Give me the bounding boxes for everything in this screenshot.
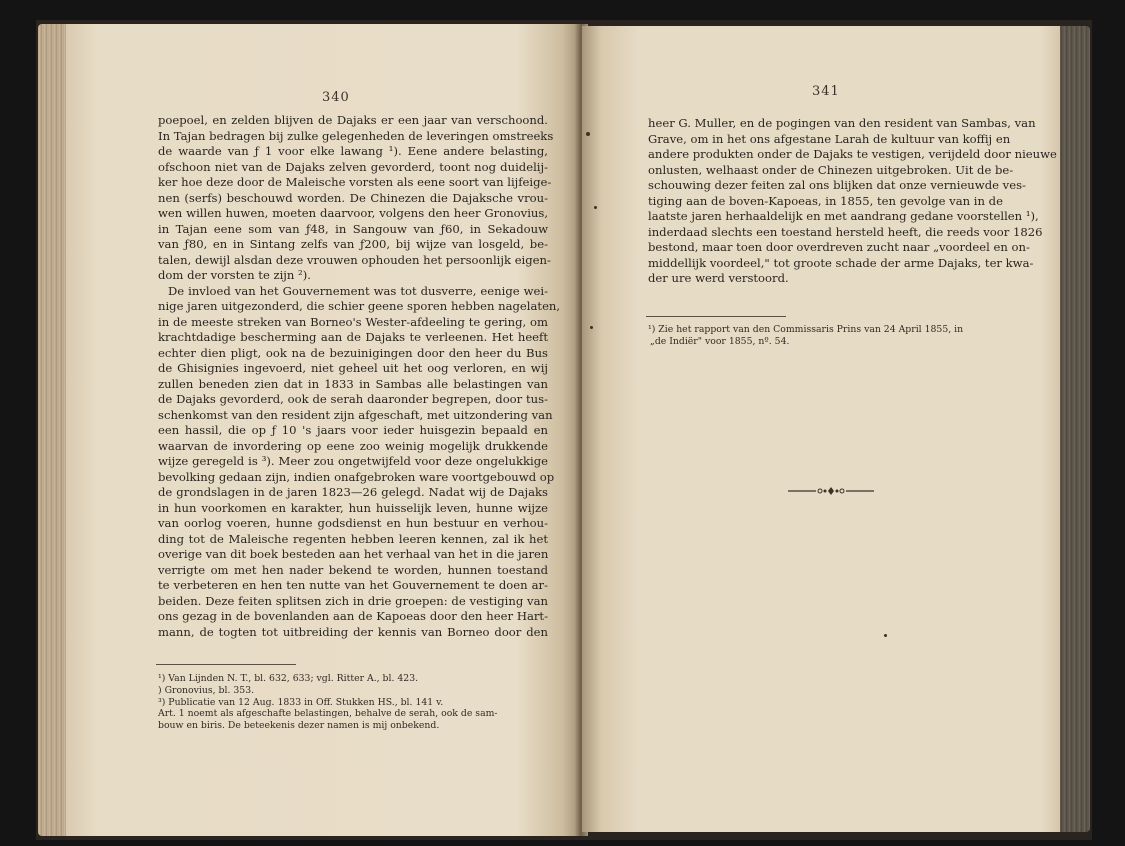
body-text [648, 116, 1057, 287]
text-line: beiden. Deze feiten splitsen zich in drie groepen: de vestiging van [158, 593, 548, 608]
text-line: schenkomst van den resident zijn afgeschaft, met uitzondering van [158, 407, 553, 422]
footnote: „de Indiër" voor 1855, nº. 54. [650, 335, 790, 347]
footnote: ³) Publicatie van 12 Aug. 1833 in Off. Stukken HS., bl. 141 v. [158, 696, 444, 708]
page-number: 341 [812, 84, 840, 99]
footnote: ¹) Van Lijnden N. T., bl. 632, 633; vgl. Ritter A., bl. 423. [158, 673, 419, 684]
text-line: laatste jaren herhaaldelijk en met aandrang gedane voorstellen ¹), [648, 209, 1039, 223]
text-line: de Dajaks gevorderd, ook de serah daaronder begrepen, door tus- [158, 392, 548, 406]
page-edges-right [1058, 26, 1090, 832]
text-line: te verbeteren en hen ten nutte van het Gouvernement te doen ar- [158, 578, 548, 592]
text-line: in Tajan eene som van ƒ48, in Sangouw van ƒ60, in Sekadouw [158, 221, 548, 236]
text-line: in hun voorkomen en karakter, hun huisselijk leven, hunne wijze [158, 500, 548, 515]
text-line: mann, de togten tot uitbreiding der kennis van Borneo door den [158, 624, 548, 639]
text-line: zullen beneden zien dat in 1833 in Sambas alle belastingen van [158, 376, 548, 391]
footnote-rule [646, 316, 786, 317]
text-line: poepoel, en zelden blijven de Dajaks er een jaar van verschoond. [158, 113, 548, 127]
page-edges-left [38, 24, 68, 836]
text-line: Grave, om in het ons afgestane Larah de kultuur van koffij en [648, 131, 1011, 146]
paper-stain [590, 326, 593, 329]
text-line: ons gezag in de bovenlanden aan de Kapoeas door den heer Hart- [158, 609, 548, 623]
footnote: ) Gronovius, bl. 353. [158, 684, 255, 696]
text-line: ofschoon niet van de Dajaks zelven gevorderd, toont nog duidelij- [158, 159, 548, 174]
text-line: middellijk voordeel," tot groote schade der arme Dajaks, ter kwa- [648, 255, 1034, 270]
left-page [66, 24, 578, 836]
text-line: ker hoe deze door de Maleische vorsten als eene soort van lijfeige- [158, 175, 552, 189]
text-line: van oorlog voeren, hunne godsdienst en hun bestuur en verhou- [158, 516, 548, 530]
text-line: echter dien pligt, ook na de bezuinigingen door den heer du Bus [158, 345, 548, 360]
text-line: waarvan de invordering op eene zoo weinig mogelijk drukkende [158, 438, 548, 453]
text-line: nige jaren uitgezonderd, die schier geene sporen hebben nagelaten, [158, 299, 561, 313]
text-line: krachtdadige bescherming aan de Dajaks te verleenen. Het heeft [158, 330, 548, 344]
text-line: inderdaad slechts een toestand hersteld heeft, die reeds voor 1826 [648, 224, 1043, 239]
footnote: bouw en biris. De beteekenis dezer namen is mij onbekend. [158, 720, 440, 732]
text-line: der ure werd verstoord. [648, 271, 789, 285]
paper-stain [594, 206, 597, 209]
footnote-rule [156, 664, 296, 665]
paper-stain [884, 634, 887, 637]
page-number: 340 [322, 90, 350, 105]
text-line: verrigte om met hen nader bekend te worden, hunnen toestand [158, 562, 548, 577]
text-line: De invloed van het Gouvernement was tot dusverre, eenige wei- [168, 283, 548, 298]
footnotes [158, 673, 548, 732]
body-text [158, 113, 561, 640]
text-line: onlusten, welhaast onder de Chinezen uitgebroken. Uit de be- [648, 162, 1014, 177]
text-line: andere produkten onder de Dajaks te vestigen, verijdeld door nieuwe [648, 147, 1057, 161]
text-line: nen (serfs) beschouwd worden. De Chinezen die Dajaksche vrou- [158, 190, 548, 205]
footnotes [648, 324, 1000, 348]
right-page [582, 26, 1060, 832]
text-line: dom der vorsten te zijn ²). [158, 268, 311, 282]
footnote: ¹) Zie het rapport van den Commissaris Prins van 24 April 1855, in [648, 324, 964, 335]
text-line: ding tot de Maleische regenten hebben leeren kennen, zal ik het [158, 531, 548, 546]
text-line: schouwing dezer feiten zal ons blijken dat onze vernieuwde ves- [648, 178, 1026, 192]
text-line: bevolking gedaan zijn, indien onafgebroken ware voortgebouwd op [158, 469, 555, 484]
text-line: een hassil, die op ƒ 10 's jaars voor ieder huisgezin bepaald en [158, 423, 548, 437]
text-line: de grondslagen in de jaren 1823—26 gelegd. Nadat wij de Dajaks [158, 485, 548, 499]
text-line: wen willen huwen, moeten daarvoor, volgens den heer Gronovius, [158, 206, 548, 220]
text-line: wijze geregeld is ³). Meer zou ongetwijfeld voor deze ongelukkige [158, 454, 548, 468]
text-line: overige van dit boek besteden aan het verhaal van het in die jaren [158, 547, 549, 561]
text-line: van ƒ80, en in Sintang zelfs van ƒ200, bij wijze van losgeld, be- [158, 237, 548, 251]
text-line: In Tajan bedragen bij zulke gelegenheden de leveringen omstreeks [158, 128, 554, 143]
footnote: Art. 1 noemt als afgeschafte belastingen, behalve de serah, ook de sam- [158, 708, 498, 720]
text-line: de Ghisignies ingevoerd, niet geheel uit het oog verloren, en wij [158, 361, 548, 375]
text-line: bestond, maar toen door overdreven zucht naar „voordeel en on- [648, 240, 1030, 254]
text-line: de waarde van ƒ 1 voor elke lawang ¹). Eene andere belasting, [158, 144, 548, 158]
text-line: in de meeste streken van Borneo's Wester-afdeeling te gering, om [158, 314, 548, 329]
text-line: talen, dewijl alsdan deze vrouwen ophouden het persoonlijk eigen- [158, 252, 551, 267]
ornament-divider-icon [786, 484, 876, 498]
text-line: heer G. Muller, en de pogingen van den resident van Sambas, van [648, 116, 1036, 130]
text-line: tiging aan de boven-Kapoeas, in 1855, ten gevolge van in de [648, 193, 1003, 208]
paper-stain [586, 132, 590, 136]
